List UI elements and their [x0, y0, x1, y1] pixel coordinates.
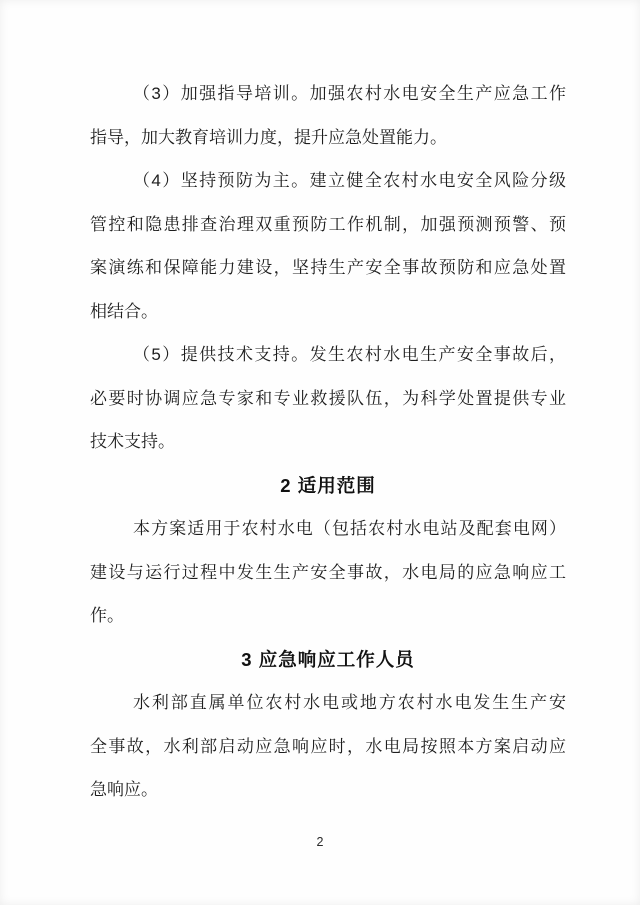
- text-line: 水利部直属单位农村水电或地方农村水电发生生产安: [133, 693, 566, 712]
- text-line: 指导，加大教育培训力度，提升应急处置能力。: [90, 127, 447, 147]
- text-line: 必要时协调应急专家和专业救援队伍，为科学处置提供专业: [90, 388, 566, 408]
- text-line: （5）提供技术支持。发生农村水电生产安全事故后，: [133, 345, 566, 364]
- page-footer: [0, 832, 640, 852]
- text-line: 本方案适用于农村水电（包括农村水电站及配套电网）: [133, 519, 566, 538]
- text-line: 急响应。: [90, 780, 158, 799]
- text-line: 作。: [90, 606, 124, 625]
- text-line: （3）加强指导培训。加强农村水电安全生产应急工作: [133, 84, 566, 103]
- text-line: 全事故，水利部启动应急响应时，水电局按照本方案启动应: [90, 736, 566, 756]
- document-content: [90, 72, 566, 812]
- text-line: （4）坚持预防为主。建立健全农村水电安全风险分级: [133, 171, 566, 190]
- text-line: 技术支持。: [90, 432, 175, 451]
- section-heading: 3 应急响应工作人员: [241, 648, 415, 670]
- text-line: 案演练和保障能力建设，坚持生产安全事故预防和应急处置: [90, 258, 566, 277]
- text-line: 相结合。: [90, 301, 158, 321]
- text-line: 建设与运行过程中发生生产安全事故，水电局的应急响应工: [90, 562, 566, 582]
- text-line: 管控和隐患排查治理双重预防工作机制，加强预测预警、预: [90, 214, 566, 234]
- page-number: 2: [316, 835, 324, 849]
- section-heading: 2 适用范围: [280, 474, 376, 496]
